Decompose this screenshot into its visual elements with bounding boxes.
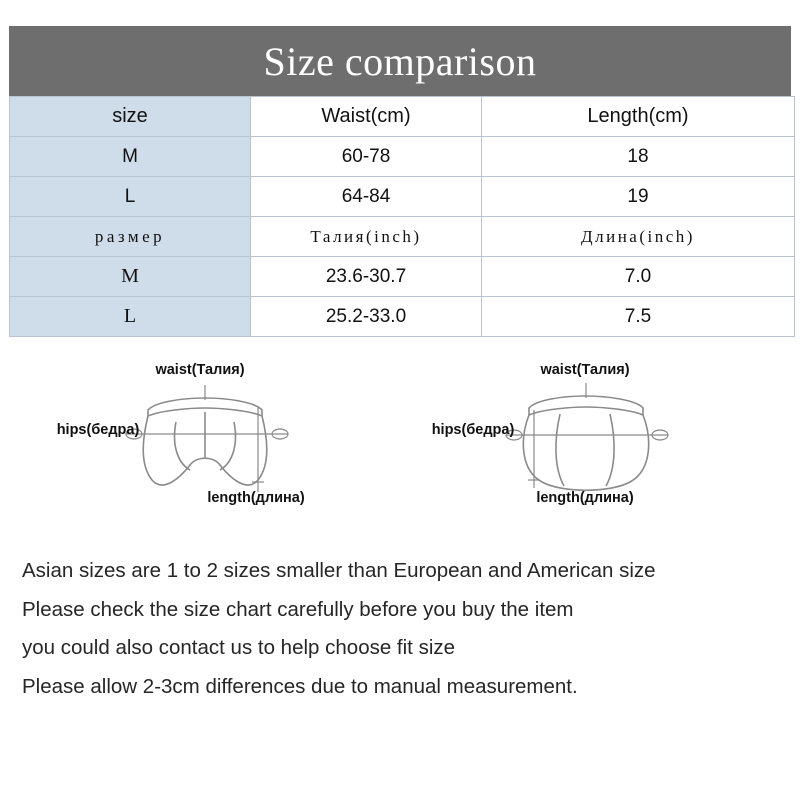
note-line: Please check the size chart carefully before you buy the item bbox=[22, 597, 574, 621]
hips-label: hips(бедра) bbox=[431, 422, 515, 438]
diagram-brief-side bbox=[400, 330, 800, 545]
cell-length: 18 bbox=[482, 137, 795, 177]
table-header-row-cm bbox=[10, 97, 795, 137]
length-label: length(длина) bbox=[207, 490, 305, 506]
cell-size: M bbox=[10, 137, 251, 177]
size-comparison-table bbox=[9, 96, 795, 337]
cell-size: L bbox=[10, 177, 251, 217]
cell-waist: 60-78 bbox=[251, 137, 482, 177]
header-size: size bbox=[10, 97, 251, 137]
table-row bbox=[10, 177, 795, 217]
cell-size: L bbox=[10, 297, 251, 337]
note-line: you could also contact us to help choose fit size bbox=[22, 636, 456, 660]
length-label: length(длина) bbox=[536, 490, 634, 506]
hips-label: hips(бедра) bbox=[56, 422, 140, 438]
header-length-inch: Длина(inch) bbox=[482, 217, 795, 257]
cell-size: M bbox=[10, 257, 251, 297]
table-row bbox=[10, 137, 795, 177]
table-header-row-inch bbox=[10, 217, 795, 257]
header-size-ru: размер bbox=[10, 217, 251, 257]
header-length-cm: Length(cm) bbox=[482, 97, 795, 137]
cell-waist: 25.2-33.0 bbox=[251, 297, 482, 337]
cell-length: 19 bbox=[482, 177, 795, 217]
waist-label: waist(Талия) bbox=[155, 362, 245, 378]
cell-waist: 64-84 bbox=[251, 177, 482, 217]
waist-label: waist(Талия) bbox=[540, 362, 630, 378]
note-line: Please allow 2-3cm differences due to manual measurement. bbox=[22, 675, 578, 699]
diagram-brief-front bbox=[0, 330, 400, 545]
measurement-diagrams bbox=[0, 330, 800, 545]
header-waist-inch: Талия(inch) bbox=[251, 217, 482, 257]
header-waist-cm: Waist(cm) bbox=[251, 97, 482, 137]
table-row bbox=[10, 257, 795, 297]
cell-length: 7.5 bbox=[482, 297, 795, 337]
cell-length: 7.0 bbox=[482, 257, 795, 297]
notes-block bbox=[22, 556, 782, 711]
title-bar bbox=[9, 26, 791, 96]
cell-waist: 23.6-30.7 bbox=[251, 257, 482, 297]
note-line: Asian sizes are 1 to 2 sizes smaller than European and American size bbox=[22, 559, 656, 582]
page-title: Size comparison bbox=[263, 38, 537, 84]
